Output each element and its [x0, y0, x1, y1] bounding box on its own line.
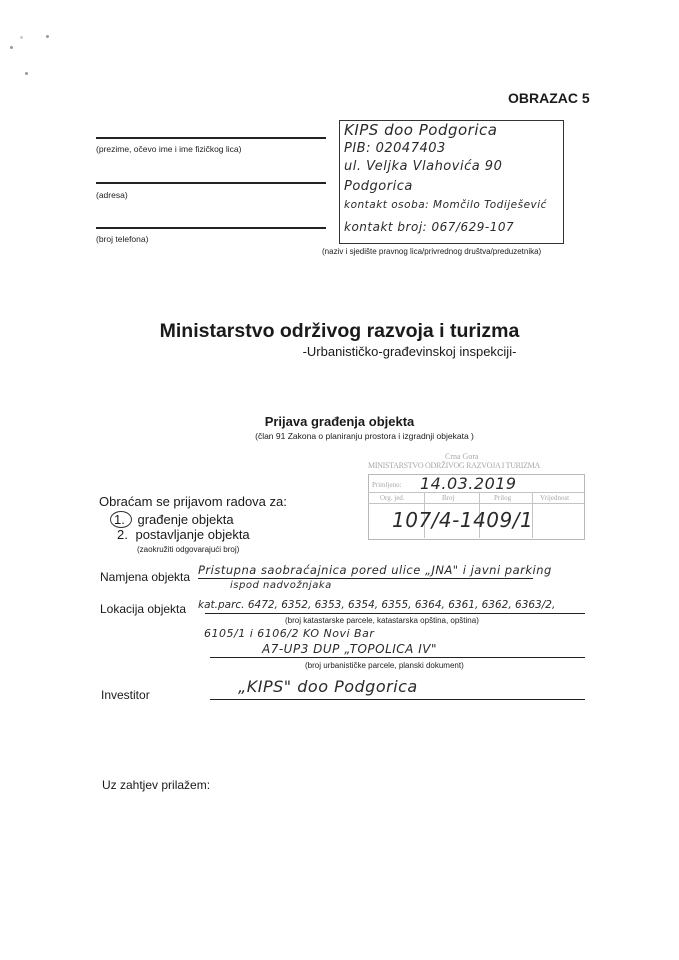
entity-street: ul. Veljka Vlahovića 90 — [344, 159, 503, 174]
stamp-row-divider — [368, 503, 584, 504]
option-1-label: građenje objekta — [137, 512, 234, 527]
request-intro: Obraćam se prijavom radova za: — [99, 494, 287, 509]
applicant-address-line — [96, 182, 326, 184]
location-value-line3: A7-UP3 DUP „TOPOLICA IV" — [262, 642, 437, 656]
location-underline-1 — [205, 613, 585, 614]
stamp-ministry: MINISTARSTVO ODRŽIVOG RAZVOJA I TURIZMA — [368, 461, 540, 470]
attachments-label: Uz zahtjev prilažem: — [102, 778, 211, 792]
form-id: OBRAZAC 5 — [508, 90, 590, 106]
location-label: Lokacija objekta — [100, 602, 187, 616]
stamp-reference-number: 107/4-1409/1 — [392, 508, 534, 532]
purpose-underline — [198, 578, 533, 579]
entity-contact-phone: kontakt broj: 067/629-107 — [344, 220, 515, 234]
applicant-name-caption: (prezime, očevo ime i ime fizičkog lica) — [96, 144, 242, 154]
location-underline-2 — [210, 657, 585, 658]
stamp-col-number: Broj — [442, 494, 455, 502]
applicant-phone-caption: (broj telefona) — [96, 234, 149, 244]
ministry-name: Ministarstvo održivog razvoja i turizma — [159, 320, 520, 342]
location-caption-1: (broj katastarske parcele, katastarska opština, opština) — [285, 616, 479, 625]
stamp-col-attachment: Prilog — [494, 494, 512, 502]
scan-speck — [25, 72, 28, 75]
entity-name: KIPS doo Podgorica — [344, 121, 498, 139]
scan-speck — [20, 36, 23, 39]
option-1-number-circled: 1. — [110, 511, 132, 528]
purpose-label: Namjena objekta — [100, 570, 191, 584]
scan-speck — [10, 46, 13, 49]
stamp-date: 14.03.2019 — [420, 474, 517, 493]
entity-contact-person: kontakt osoba: Momčilo Todiješević — [344, 199, 547, 211]
inspection-department: -Urbanističko-građevinskoj inspekciji- — [302, 344, 517, 359]
document-title: Prijava građenja objekta — [264, 414, 415, 429]
stamp-col-value: Vrijednost — [540, 494, 570, 502]
location-caption-2: (broj urbanističke parcele, planski dokument) — [305, 661, 464, 670]
location-value-line2: 6105/1 i 6106/2 KO Novi Bar — [204, 627, 375, 640]
applicant-name-line — [96, 137, 326, 139]
request-option-1[interactable] — [114, 511, 234, 528]
investor-value[interactable]: „KIPS" doo Podgorica — [238, 677, 418, 696]
investor-label: Investitor — [101, 688, 150, 702]
document-subtitle: (član 91 Zakona o planiranju prostora i izgradnji objekata ) — [255, 431, 474, 441]
request-hint: (zaokružiti odgovarajući broj) — [137, 545, 240, 554]
legal-entity-caption: (naziv i sjedište pravnog lica/privrednog društva/preduzetnika) — [322, 247, 542, 256]
option-2-label: postavljanje objekta — [135, 527, 250, 542]
location-value-line1[interactable]: kat.parc. 6472, 6352, 6353, 6354, 6355, 6364, 6361, 6362, 6363/2, — [198, 599, 556, 611]
stamp-col-org: Org. jed. — [380, 494, 405, 502]
applicant-address-caption: (adresa) — [96, 190, 128, 200]
investor-underline — [210, 699, 585, 700]
request-option-2[interactable] — [117, 527, 250, 542]
scan-speck — [46, 35, 49, 38]
stamp-country: Crna Gora — [445, 452, 479, 461]
purpose-value-line1[interactable]: Pristupna saobraćajnica pored ulice „JNA" i javni parking — [198, 563, 552, 577]
purpose-value-line2: ispod nadvožnjaka — [230, 580, 332, 591]
option-2-number: 2. — [117, 527, 128, 542]
entity-pib: PIB: 02047403 — [344, 141, 446, 156]
entity-city: Podgorica — [344, 179, 413, 194]
applicant-phone-line — [96, 227, 326, 229]
stamp-received-label: Primljeno: — [372, 481, 402, 489]
